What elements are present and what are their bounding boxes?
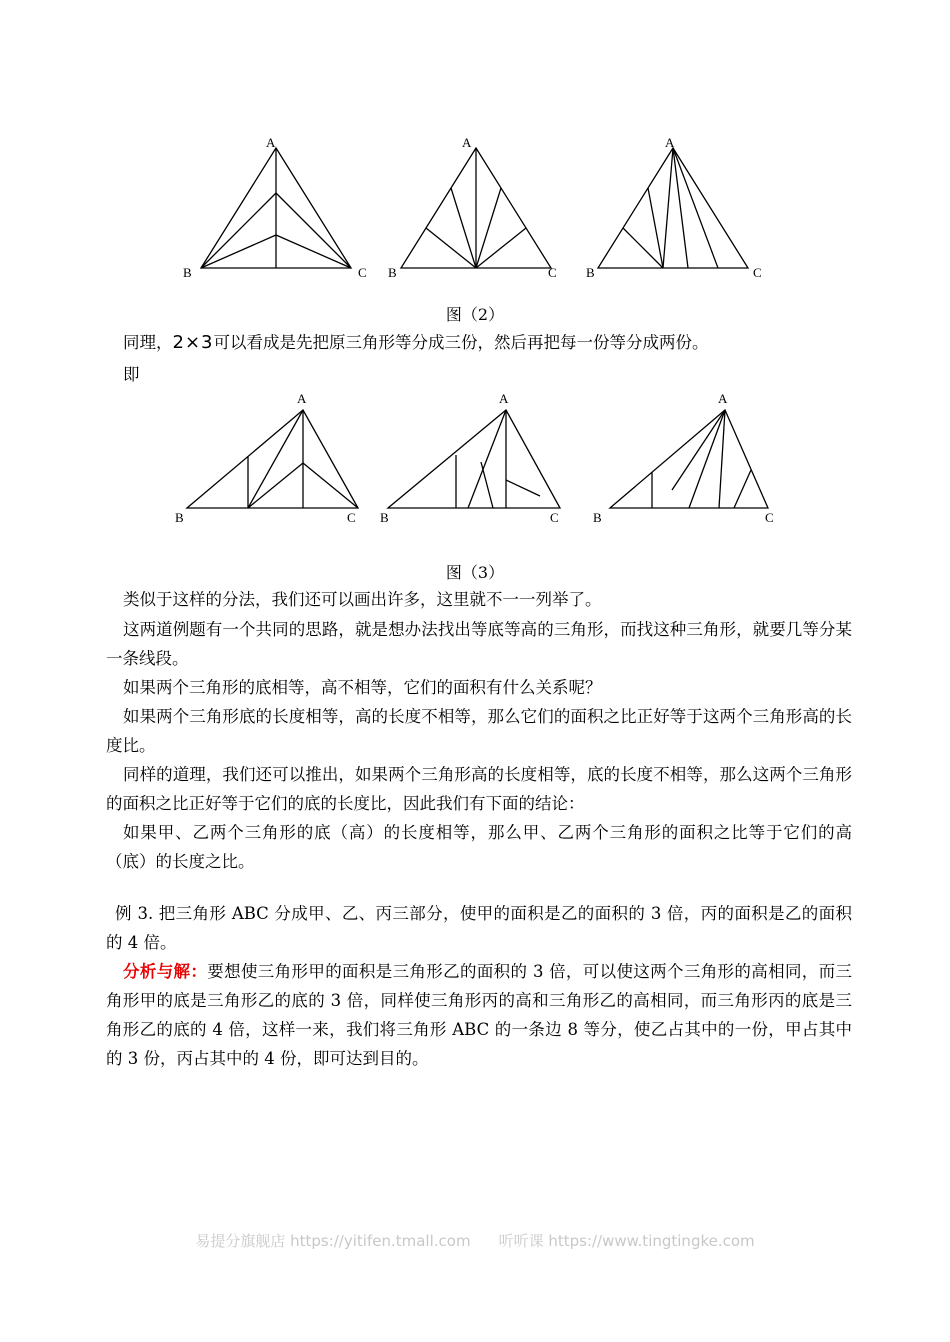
fig2-t2-seg bbox=[476, 188, 501, 268]
paragraph: 如果两个三角形底的长度相等，高的长度不相等，那么它们的面积之比正好等于这两个三角形高的长度比。 bbox=[106, 707, 852, 755]
figure-3-diagram bbox=[0, 390, 950, 530]
fig2-t1-seg bbox=[276, 193, 351, 268]
paragraph: 类似于这样的分法，我们还可以画出许多，这里就不一一列举了。 bbox=[123, 590, 602, 609]
paragraph: 如果甲、乙两个三角形的底（高）的长度相等，那么甲、乙两个三角形的面积之比等于它们的高（底）的长度之比。 bbox=[106, 823, 852, 871]
footer-link-tingtingke[interactable]: 听听课 https://www.tingtingke.com bbox=[498, 1232, 755, 1250]
fig2-triangle-2 bbox=[388, 135, 557, 280]
fig3-t1-seg bbox=[248, 410, 303, 508]
fig2-t1-label-b: B bbox=[183, 265, 192, 280]
fig2-t3-label-c: C bbox=[753, 265, 762, 280]
fig2-t1-seg bbox=[201, 193, 276, 268]
fig3-t3-label-c: C bbox=[765, 510, 774, 525]
fig3-t1-label-c: C bbox=[347, 510, 356, 525]
paragraph-namely: 即 bbox=[123, 365, 140, 384]
fig2-t2-seg bbox=[476, 228, 526, 268]
paragraph: 同样的道理，我们还可以推出，如果两个三角形高的长度相等，底的长度不相等，那么这两个三角形的面积之比正好等于它们的底的长度比，因此我们有下面的结论： bbox=[106, 765, 852, 813]
fig2-t2-seg bbox=[451, 188, 476, 268]
fig2-triangle-1 bbox=[183, 135, 367, 280]
fig3-triangle-3 bbox=[593, 391, 774, 525]
fig3-t2-seg bbox=[481, 462, 493, 508]
fig3-t1-outline bbox=[187, 410, 358, 508]
fig3-triangle-2 bbox=[380, 391, 560, 525]
analysis-label: 分析与解： bbox=[123, 962, 208, 981]
fig3-t1-seg bbox=[303, 463, 358, 508]
footer-watermark bbox=[0, 1230, 950, 1251]
fig3-t2-label-c: C bbox=[550, 510, 559, 525]
fig3-t1-label-a: A bbox=[297, 391, 307, 406]
math-expression: 2×3 bbox=[172, 332, 214, 353]
fig2-t3-seg bbox=[663, 148, 673, 268]
fig3-t1-label-b: B bbox=[175, 510, 184, 525]
fig3-t2-label-a: A bbox=[499, 391, 509, 406]
fig2-t1-label-c: C bbox=[358, 265, 367, 280]
fig3-t2-seg bbox=[468, 410, 506, 508]
figure-3 bbox=[0, 390, 950, 530]
fig2-t1-seg bbox=[276, 235, 351, 268]
fig2-t1-label-a: A bbox=[266, 135, 276, 150]
fig3-t1-seg bbox=[248, 463, 303, 508]
paragraph: 如果两个三角形的底相等，高不相等，它们的面积有什么关系呢？ bbox=[123, 678, 602, 697]
fig2-t3-label-b: B bbox=[586, 265, 595, 280]
paragraph-same-reason bbox=[123, 328, 869, 357]
fig2-t1-seg bbox=[201, 235, 276, 268]
fig3-t3-label-a: A bbox=[718, 391, 728, 406]
footer-link-yitifen[interactable]: 易提分旗舰店 https://yitifen.tmall.com bbox=[195, 1232, 471, 1250]
fig2-t3-outline bbox=[598, 148, 748, 268]
fig3-t3-label-b: B bbox=[593, 510, 602, 525]
fig3-t2-seg bbox=[506, 480, 540, 496]
fig2-t2-label-c: C bbox=[548, 265, 557, 280]
figure-2-diagram bbox=[0, 130, 950, 290]
analysis-text: 要想使三角形甲的面积是三角形乙的面积的 3 倍，可以使这两个三角形的高相同，而三角形甲的底是三角形乙的底的 3 倍，同样使三角形丙的高和三角形乙的高相同，而三角形丙的底是三角形乙的底的 4 倍，这样一来，我们将三角形 ABC 的一条边 8 等分，使乙占其中的一份，甲占其中的 3 份，丙占其中的 4 份，即可达到目的。 bbox=[106, 962, 852, 1068]
example-3: 例 3. 把三角形 ABC 分成甲、乙、丙三部分，使甲的面积是乙的面积的 3 倍，丙的面积是乙的面积的 4 倍。 bbox=[106, 904, 852, 952]
figure-2-caption: 图（2） bbox=[445, 305, 505, 324]
fig2-t3-label-a: A bbox=[665, 135, 675, 150]
fig3-t3-seg bbox=[672, 410, 725, 490]
fig3-t3-seg bbox=[734, 470, 751, 508]
fig3-t2-label-b: B bbox=[380, 510, 389, 525]
paragraph: 这两道例题有一个共同的思路，就是想办法找出等底等高的三角形，而找这种三角形，就要几等分某一条线段。 bbox=[106, 620, 852, 668]
fig2-t2-seg bbox=[426, 228, 476, 268]
fig2-triangle-3 bbox=[586, 135, 762, 280]
fig3-triangle-1 bbox=[175, 391, 358, 525]
analysis-paragraph bbox=[106, 957, 852, 1073]
figure-3-caption: 图（3） bbox=[445, 563, 505, 582]
fig3-t3-outline bbox=[610, 410, 768, 508]
fig2-t2-label-a: A bbox=[462, 135, 472, 150]
figure-2 bbox=[0, 130, 950, 290]
para1-suffix: 可以看成是先把原三角形等分成三份，然后再把每一份等分成两份。 bbox=[213, 333, 709, 352]
fig2-t2-label-b: B bbox=[388, 265, 397, 280]
fig2-t3-seg bbox=[673, 148, 688, 268]
para1-prefix: 同理， bbox=[123, 333, 173, 352]
